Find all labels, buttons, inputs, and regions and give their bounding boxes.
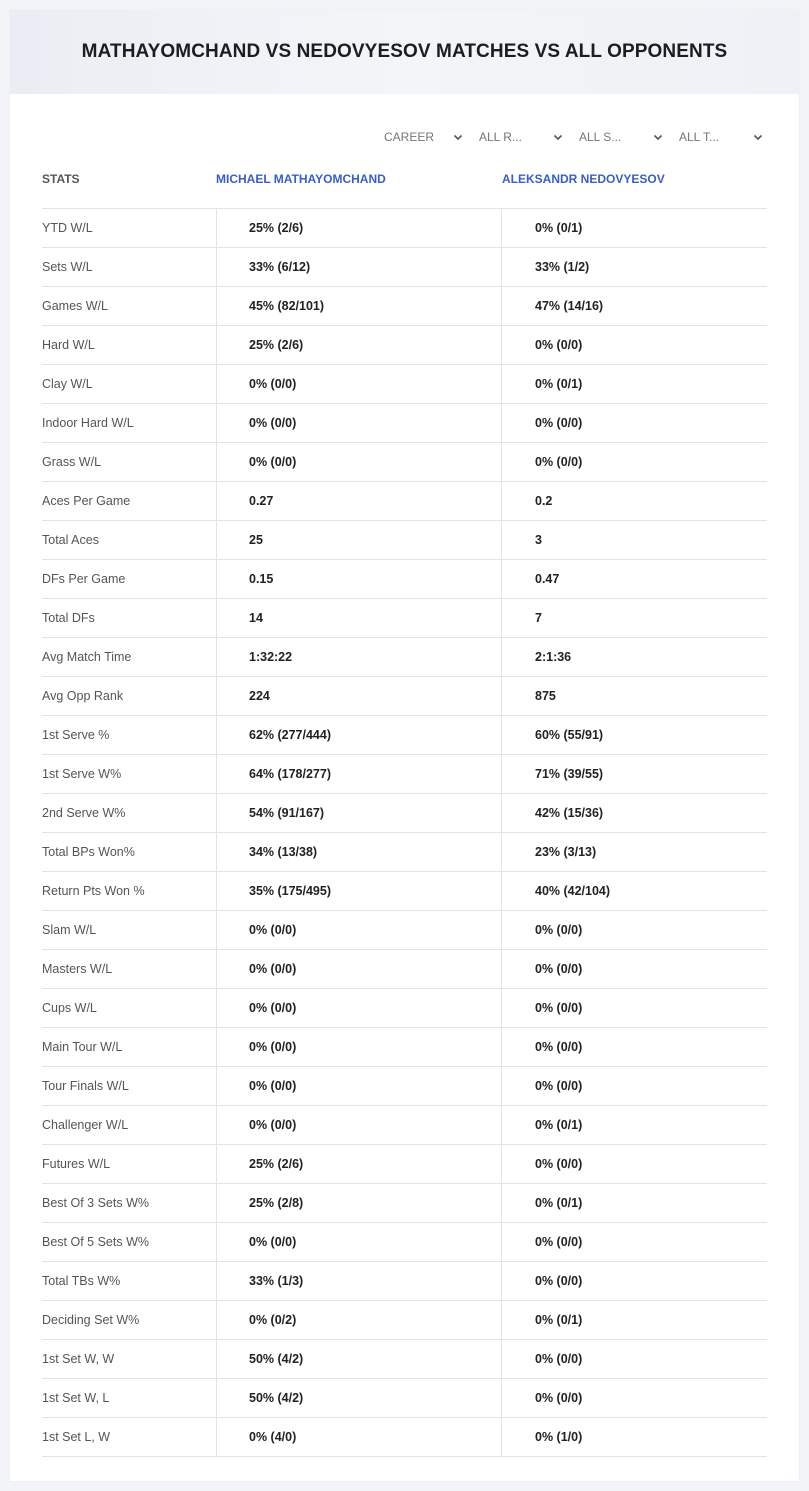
stats-card	[10, 10, 799, 1481]
player1-value: 34% (13/38)	[216, 833, 502, 871]
player2-value: 0% (0/0)	[501, 950, 767, 988]
tournament-filter[interactable]	[679, 126, 764, 148]
player1-value: 0% (0/0)	[216, 911, 502, 949]
player1-value: 0% (0/0)	[216, 404, 502, 442]
player1-value: 0% (0/0)	[216, 365, 502, 403]
stat-label: 1st Set W, L	[42, 1391, 110, 1405]
stat-label: Main Tour W/L	[42, 1040, 123, 1054]
table-row	[42, 365, 767, 404]
stat-label: 1st Set L, W	[42, 1430, 111, 1444]
stat-label: Best Of 5 Sets W%	[42, 1235, 149, 1249]
stat-label: Total BPs Won%	[42, 845, 135, 859]
table-row	[42, 1340, 767, 1379]
player2-value: 7	[501, 599, 767, 637]
stat-label: Sets W/L	[42, 260, 93, 274]
stat-label: Best Of 3 Sets W%	[42, 1196, 149, 1210]
player1-link[interactable]: MICHAEL MATHAYOMCHAND	[216, 172, 386, 186]
player2-value: 60% (55/91)	[501, 716, 767, 754]
table-row	[42, 1418, 767, 1457]
table-row	[42, 638, 767, 677]
table-row	[42, 677, 767, 716]
table-row	[42, 1145, 767, 1184]
round-filter-label: ALL R...	[479, 130, 522, 144]
player2-value: 0% (0/0)	[501, 404, 767, 442]
player1-value: 14	[216, 599, 502, 637]
stats-table-body	[42, 208, 767, 1457]
table-row	[42, 755, 767, 794]
player2-value: 0% (0/1)	[501, 1106, 767, 1144]
stat-label: Avg Match Time	[42, 650, 132, 664]
page-title: MATHAYOMCHAND VS NEDOVYESOV MATCHES VS ALL OPPONENTS	[81, 41, 728, 62]
player1-value: 0% (0/0)	[216, 443, 502, 481]
player2-value: 40% (42/104)	[501, 872, 767, 910]
player2-value: 0% (0/0)	[501, 1262, 767, 1300]
stat-label: Return Pts Won %	[42, 884, 145, 898]
table-row	[42, 599, 767, 638]
stat-label: YTD W/L	[42, 221, 93, 235]
table-row	[42, 560, 767, 599]
player1-value: 54% (91/167)	[216, 794, 502, 832]
table-row	[42, 209, 767, 248]
stat-label: Challenger W/L	[42, 1118, 129, 1132]
player2-value: 0% (0/1)	[501, 1184, 767, 1222]
player1-value: 0% (0/0)	[216, 989, 502, 1027]
table-row	[42, 1106, 767, 1145]
stat-label: DFs Per Game	[42, 572, 126, 586]
player2-value: 23% (3/13)	[501, 833, 767, 871]
table-row	[42, 1184, 767, 1223]
player2-value: 0% (0/0)	[501, 1223, 767, 1261]
player2-value: 0% (0/0)	[501, 1145, 767, 1183]
stat-label: Masters W/L	[42, 962, 113, 976]
table-row	[42, 248, 767, 287]
player2-value: 0.47	[501, 560, 767, 598]
player1-value: 25% (2/8)	[216, 1184, 502, 1222]
table-row	[42, 287, 767, 326]
table-row	[42, 482, 767, 521]
tournament-filter-label: ALL T...	[679, 130, 720, 144]
player2-value: 0% (0/1)	[501, 209, 767, 247]
player2-value: 0% (0/1)	[501, 1301, 767, 1339]
period-filter-label: CAREER	[384, 130, 435, 144]
stat-label: Slam W/L	[42, 923, 97, 937]
player2-value: 0% (0/0)	[501, 1340, 767, 1378]
player1-value: 0.27	[216, 482, 502, 520]
stat-label: Total DFs	[42, 611, 95, 625]
period-filter[interactable]	[384, 126, 464, 148]
stat-label: 1st Serve W%	[42, 767, 122, 781]
player1-value: 50% (4/2)	[216, 1379, 502, 1417]
stat-label: Total Aces	[42, 533, 99, 547]
player1-value: 224	[216, 677, 502, 715]
stat-label: Indoor Hard W/L	[42, 416, 134, 430]
surface-filter-label: ALL S...	[579, 130, 622, 144]
table-row	[42, 950, 767, 989]
player1-value: 0% (0/0)	[216, 1106, 502, 1144]
stat-label: Hard W/L	[42, 338, 95, 352]
player2-value: 0% (0/1)	[501, 365, 767, 403]
card-header	[10, 10, 799, 94]
table-row	[42, 443, 767, 482]
table-row	[42, 794, 767, 833]
player1-value: 64% (178/277)	[216, 755, 502, 793]
table-row	[42, 1379, 767, 1418]
player1-value: 0% (0/0)	[216, 1223, 502, 1261]
stat-label: Tour Finals W/L	[42, 1079, 129, 1093]
player1-value: 25% (2/6)	[216, 1145, 502, 1183]
stat-label: Futures W/L	[42, 1157, 111, 1171]
chevron-down-icon	[652, 131, 664, 143]
stat-label: 1st Serve %	[42, 728, 110, 742]
table-row	[42, 911, 767, 950]
player2-value: 3	[501, 521, 767, 559]
player2-value: 0% (0/0)	[501, 1379, 767, 1417]
player1-value: 0% (0/0)	[216, 1067, 502, 1105]
player2-value: 0.2	[501, 482, 767, 520]
player2-link[interactable]: ALEKSANDR NEDOVYESOV	[502, 172, 665, 186]
player1-value: 0% (4/0)	[216, 1418, 502, 1456]
player1-value: 62% (277/444)	[216, 716, 502, 754]
player2-value: 71% (39/55)	[501, 755, 767, 793]
table-header	[42, 172, 767, 208]
player2-value: 875	[501, 677, 767, 715]
table-row	[42, 1262, 767, 1301]
stat-label: Clay W/L	[42, 377, 93, 391]
stat-label: 1st Set W, W	[42, 1352, 115, 1366]
stat-label: Grass W/L	[42, 455, 102, 469]
player2-value: 42% (15/36)	[501, 794, 767, 832]
player1-value: 35% (175/495)	[216, 872, 502, 910]
chevron-down-icon	[552, 131, 564, 143]
player2-value: 0% (0/0)	[501, 1067, 767, 1105]
player1-value: 33% (6/12)	[216, 248, 502, 286]
player1-value: 0.15	[216, 560, 502, 598]
player1-value: 0% (0/0)	[216, 1028, 502, 1066]
chevron-down-icon	[752, 131, 764, 143]
player2-value: 0% (0/0)	[501, 326, 767, 364]
player2-value: 0% (0/0)	[501, 443, 767, 481]
filter-bar	[10, 126, 799, 148]
table-row	[42, 1067, 767, 1106]
player1-value: 45% (82/101)	[216, 287, 502, 325]
player1-value: 50% (4/2)	[216, 1340, 502, 1378]
table-row	[42, 404, 767, 443]
stat-label: Avg Opp Rank	[42, 689, 124, 703]
table-row	[42, 833, 767, 872]
table-row	[42, 521, 767, 560]
player1-value: 25	[216, 521, 502, 559]
stat-label: 2nd Serve W%	[42, 806, 126, 820]
chevron-down-icon	[452, 131, 464, 143]
player1-value: 1:32:22	[216, 638, 502, 676]
player2-value: 0% (0/0)	[501, 1028, 767, 1066]
player2-value: 33% (1/2)	[501, 248, 767, 286]
stat-label: Games W/L	[42, 299, 108, 313]
table-row	[42, 989, 767, 1028]
round-filter[interactable]	[479, 126, 564, 148]
player2-value: 0% (1/0)	[501, 1418, 767, 1456]
player2-value: 47% (14/16)	[501, 287, 767, 325]
stats-column-header: STATS	[42, 172, 80, 186]
stat-label: Cups W/L	[42, 1001, 97, 1015]
player1-value: 0% (0/0)	[216, 950, 502, 988]
table-row	[42, 716, 767, 755]
table-row	[42, 1301, 767, 1340]
player1-value: 25% (2/6)	[216, 209, 502, 247]
table-row	[42, 1028, 767, 1067]
player1-value: 33% (1/3)	[216, 1262, 502, 1300]
player2-value: 0% (0/0)	[501, 989, 767, 1027]
surface-filter[interactable]	[579, 126, 664, 148]
stat-label: Total TBs W%	[42, 1274, 121, 1288]
player2-value: 0% (0/0)	[501, 911, 767, 949]
table-row	[42, 326, 767, 365]
table-row	[42, 872, 767, 911]
player1-value: 25% (2/6)	[216, 326, 502, 364]
stat-label: Aces Per Game	[42, 494, 131, 508]
stat-label: Deciding Set W%	[42, 1313, 140, 1327]
table-row	[42, 1223, 767, 1262]
player1-value: 0% (0/2)	[216, 1301, 502, 1339]
player2-value: 2:1:36	[501, 638, 767, 676]
